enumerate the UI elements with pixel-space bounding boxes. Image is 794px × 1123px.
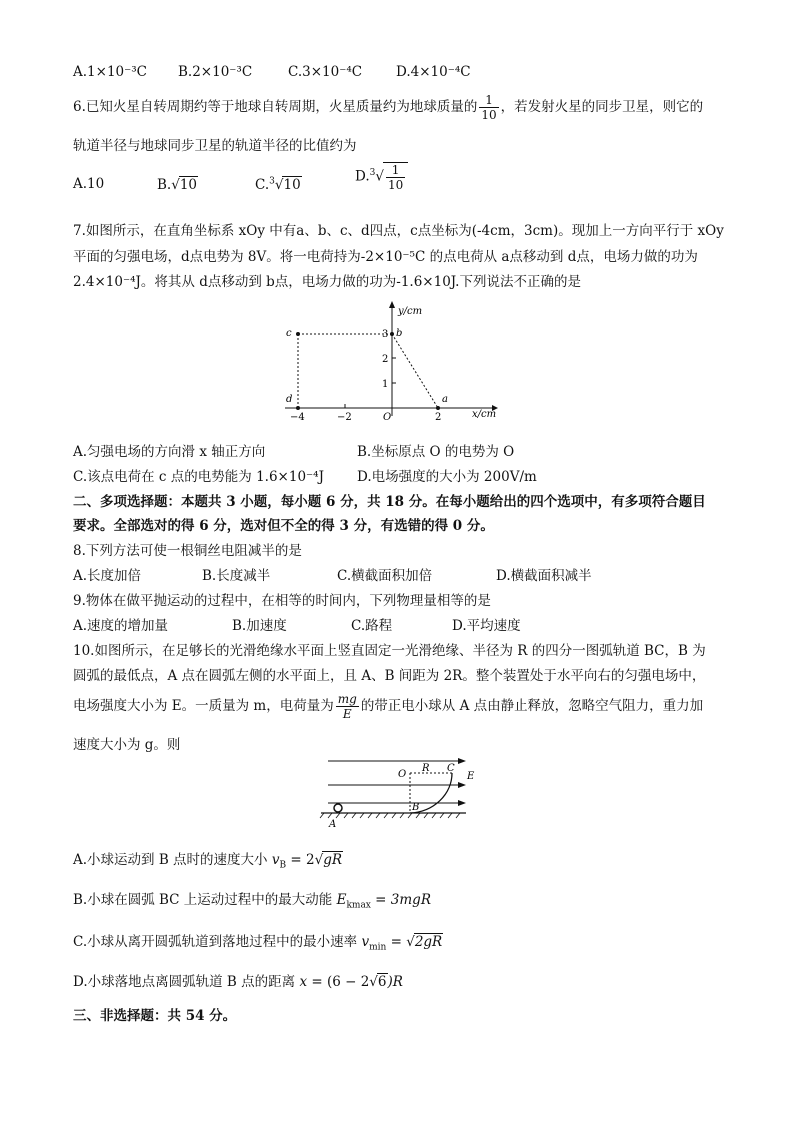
q6-option-c-radicand: 10 xyxy=(283,177,301,193)
q7-y-label: y/cm xyxy=(398,306,423,317)
q7-option-d: D.电场强度的大小为 200V/m xyxy=(357,469,537,485)
q10-option-a-var: v xyxy=(271,852,280,868)
q10-option-b-text: B.小球在圆弧 BC 上运动过程中的最大动能 xyxy=(73,892,333,908)
q6-option-c: C.$^3$√10 xyxy=(255,176,301,193)
q10-option-c-var: v xyxy=(361,934,370,950)
q6-option-d: D.$^3$√ $\frac{1}{10}$ xyxy=(355,162,408,192)
q6-option-b-label: B. xyxy=(157,177,172,193)
q7-stem-line1: 7.如图所示，在直角坐标系 xOy 中有a、b、c、d四点，c点坐标为(-4cm，3cm)。现加上一方向平行于 xOy xyxy=(73,223,724,239)
q10-label-a: A xyxy=(329,819,337,830)
q6-option-d-label: D. xyxy=(355,168,370,185)
q7-figure xyxy=(280,298,505,426)
q10-stem-line1: 10.如图所示，在足够长的光滑绝缘水平面上竖直固定一光滑绝缘、半径为 R 的四分一图弧轨道 BC，B 为 xyxy=(73,643,706,659)
q7-ytick-label-2: 2 xyxy=(382,354,389,365)
q10-field-arrow-2-icon xyxy=(458,782,466,788)
q7-xtick-label-2: 2 xyxy=(435,412,442,423)
q10-option-d-radicand: 6 xyxy=(377,974,387,990)
q10-option-a-text: A.小球运动到 B 点时的速度大小 xyxy=(73,852,268,868)
q10-option-b xyxy=(73,888,431,911)
q5-option-b: B.2×10⁻³C xyxy=(178,64,253,80)
q10-field-arrow-3-icon xyxy=(458,800,466,806)
q6-option-b: B.√10 xyxy=(157,177,198,193)
q10-option-b-eq: = 3mgR xyxy=(370,892,431,908)
q9-option-b: B.加速度 xyxy=(232,618,287,634)
q7-x-label: x/cm xyxy=(472,409,497,420)
q7-point-c xyxy=(296,332,300,336)
q7-point-a xyxy=(436,406,440,410)
q10-label-b: B xyxy=(412,802,420,813)
q7-option-b: B.坐标原点 O 的电势为 O xyxy=(357,444,515,460)
q6-frac-den: 10 xyxy=(481,108,497,122)
q10-option-d-text: D.小球落地点离圆弧轨道 B 点的距离 xyxy=(73,974,296,990)
q10-text-b: 的带正电小球从 A 点由静止释放，忽略空气阻力，重力加 xyxy=(360,698,704,714)
q7-label-d: d xyxy=(286,394,293,405)
q10-option-d-tail: )R xyxy=(387,974,403,990)
q10-label-e: E xyxy=(467,771,475,782)
q6-stem-line2: 轨道半径与地球同步卫星的轨道半径的比值约为 xyxy=(73,138,357,154)
q10-label-c: C xyxy=(447,763,455,774)
q10-option-b-var: E xyxy=(336,892,347,908)
q10-charge-fraction xyxy=(336,692,359,721)
q10-charge-num: mg xyxy=(337,692,357,706)
q7-label-c: c xyxy=(286,328,292,339)
q6-option-c-label: C. xyxy=(255,177,270,193)
q8-stem: 8.下列方法可使一根铜丝电阻减半的是 xyxy=(73,543,302,559)
q10-option-b-sub: kmax xyxy=(346,900,371,911)
q10-stem-line2: 圆弧的最低点，A 点在圆弧左侧的水平面上，且 A、B 间距为 2R。整个装置处于水平向右的匀强电场中， xyxy=(73,668,706,684)
q7-y-arrow-icon xyxy=(389,301,395,308)
q7-option-c: C.该点电荷在 c 点的电势能为 1.6×10⁻⁴J xyxy=(73,469,324,485)
q7-ytick-label-1: 1 xyxy=(382,379,389,390)
q7-label-a: a xyxy=(442,394,448,405)
q7-stem-line2: 平面的匀强电场，d点电势为 8V。将一电荷持为-2×10⁻⁵C 的点电荷从 a点移动到 d点，电场力做的功为 xyxy=(73,249,698,265)
q6-option-d-fraction xyxy=(386,163,405,192)
q8-option-d: D.横截面积减半 xyxy=(496,568,592,584)
q10-option-a-radicand: gR xyxy=(323,852,343,868)
q5-option-d: D.4×10⁻⁴C xyxy=(396,64,471,80)
q7-option-a: A.匀强电场的方向滑 x 轴正方向 xyxy=(73,444,266,460)
q10-option-d: D.小球落地点离圆弧轨道 B 点的距离 x = (6 − 2√6)R xyxy=(73,974,403,990)
q9-option-a: A.速度的增加量 xyxy=(73,618,169,634)
q10-option-c-eq: = xyxy=(386,934,407,950)
section2-heading-line1: 二、多项选择题：本题共 3 小题，每小题 6 分，共 18 分。在每小题给出的四个选项中，有多项符合题目 xyxy=(73,494,706,510)
q8-option-b: B.长度减半 xyxy=(202,568,271,584)
q7-point-b xyxy=(390,332,394,336)
q7-point-d xyxy=(296,406,300,410)
q7-stem-line3: 2.4×10⁻⁴J。将其从 d点移动到 b点，电场力做的功为-1.6×10J.下列说法不正确的是 xyxy=(73,274,581,290)
q6-text-a: 6.已知火星自转周期约等于地球自转周期，火星质量约为地球质量的 xyxy=(73,99,478,115)
q10-field-arrow-1-icon xyxy=(458,758,466,764)
section3-heading: 三、非选择题：共 54 分。 xyxy=(73,1008,237,1024)
q10-ball xyxy=(334,804,342,812)
q6-text-b: ，若发射火星的同步卫星，则它的 xyxy=(500,99,704,115)
q6-option-d-index: 3 xyxy=(369,168,376,178)
q10-option-a-sub: B xyxy=(279,860,287,871)
q8-option-c: C.横截面积加倍 xyxy=(337,568,433,584)
q10-option-d-mid: = (6 − 2 xyxy=(307,974,370,990)
q5-option-a: A.1×10⁻³C xyxy=(73,64,147,80)
q10-stem-line3 xyxy=(73,692,703,721)
q10-option-c-text: C.小球从离开圆弧轨道到落地过程中的最小速率 xyxy=(73,934,358,950)
q6-frac-num: 1 xyxy=(479,93,498,108)
q7-ba-dotted xyxy=(392,334,438,408)
q9-option-d: D.平均速度 xyxy=(452,618,521,634)
q6-option-b-radicand: 10 xyxy=(179,177,198,193)
q10-label-r: R xyxy=(422,763,430,774)
q10-option-c-sub: min xyxy=(369,942,387,953)
q10-option-d-var: x xyxy=(299,974,308,990)
q9-stem: 9.物体在做平抛运动的过程中，在相等的时间内，下列物理量相等的是 xyxy=(73,593,491,609)
q6-stem-line1 xyxy=(73,93,703,122)
q5-option-c: C.3×10⁻⁴C xyxy=(288,64,363,80)
q10-label-o: O xyxy=(398,769,407,780)
q10-charge-den: E xyxy=(342,707,352,721)
q6-fraction xyxy=(479,93,498,122)
section2-heading-line2: 要求。全部选对的得 6 分，选对但不全的得 3 分，有选错的得 0 分。 xyxy=(73,518,494,534)
q9-option-c: C.路程 xyxy=(351,618,393,634)
q10-option-a: A.小球运动到 B 点时的速度大小 $v_B = 2√gR$ xyxy=(73,852,343,871)
q10-option-c-radicand: 2gR xyxy=(414,934,443,950)
q7-xtick-label-m4: −4 xyxy=(290,412,305,423)
q7-origin-label: O xyxy=(383,412,392,423)
q6-option-a: A.10 xyxy=(73,176,105,192)
q10-option-a-eq: = 2 xyxy=(286,852,315,868)
q6-option-c-index: 3 xyxy=(269,176,275,187)
q8-option-a: A.长度加倍 xyxy=(73,568,142,584)
q10-text-a: 电场强度大小为 E。一质量为 m，电荷量为 xyxy=(73,698,334,714)
q6-option-d-den: 10 xyxy=(387,178,404,192)
q10-figure xyxy=(316,755,486,830)
q7-ytick-label-3: 3 xyxy=(382,329,389,340)
q10-ground-hatch xyxy=(320,813,460,818)
q7-xtick-label-m2: −2 xyxy=(337,412,352,423)
q7-label-b: b xyxy=(396,328,403,339)
q10-stem-line4: 速度大小为 g。则 xyxy=(73,737,181,753)
q6-option-d-num: 1 xyxy=(386,163,405,178)
q10-option-c: C.小球从离开圆弧轨道到落地过程中的最小速率 $v_{min} = √2gR$ xyxy=(73,934,443,953)
